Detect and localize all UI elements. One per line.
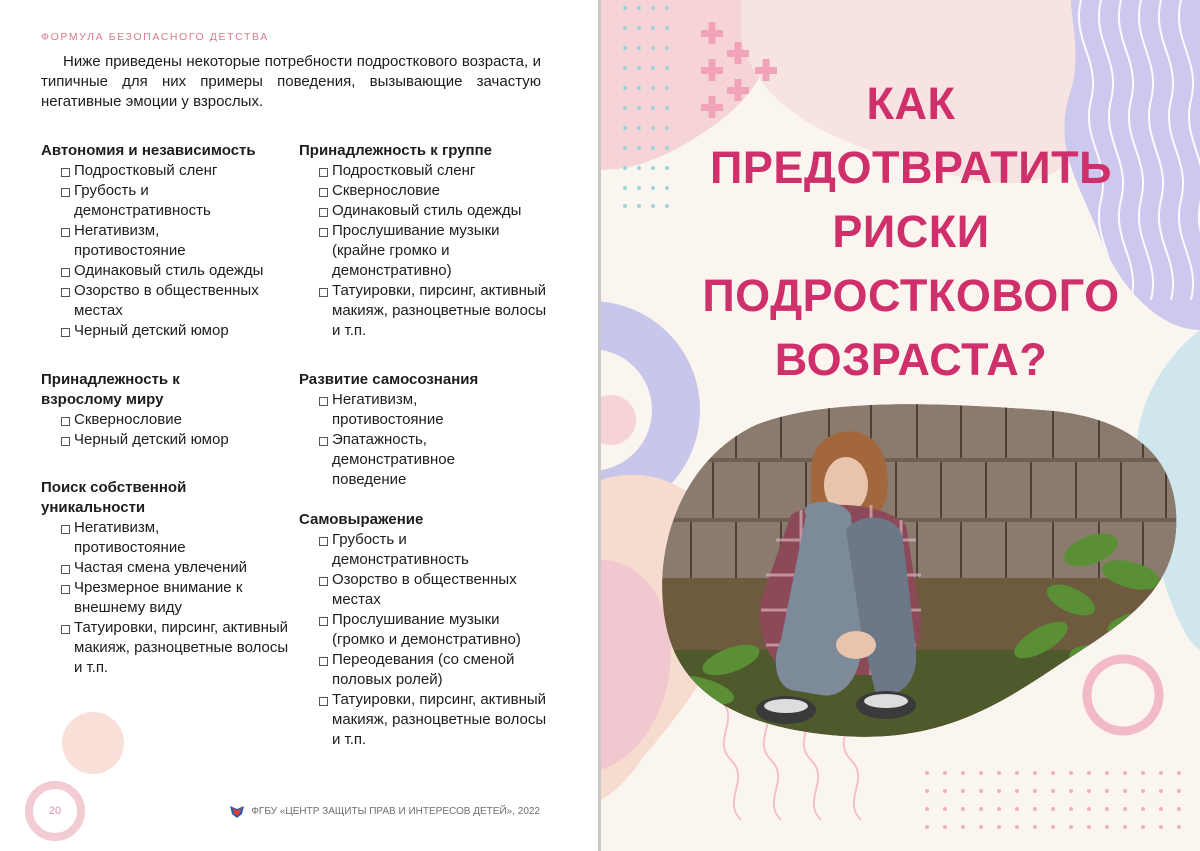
list-item: Озорство в общественных местах xyxy=(299,570,549,610)
section-self-awareness xyxy=(299,370,559,490)
list-item: Негативизм, противостояние xyxy=(41,518,241,558)
left-page xyxy=(0,0,598,851)
footer-text: ФГБУ «ЦЕНТР ЗАЩИТЫ ПРАВ И ИНТЕРЕСОВ ДЕТЕЙ», 2022 xyxy=(251,805,540,817)
title-line: ПРЕДОТВРАТИТЬ xyxy=(710,142,1112,193)
list-item: Подростковый сленг xyxy=(299,161,559,181)
list-item: Подростковый сленг xyxy=(41,161,291,181)
section-group xyxy=(299,141,559,341)
list-item: Татуировки, пирсинг, активный макияж, разноцветные волосы и т.п. xyxy=(299,281,549,341)
list-item: Эпатажность, демонстративное поведение xyxy=(299,430,479,490)
list-item: Грубость и демонстративность xyxy=(299,530,499,570)
list-item: Одинаковый стиль одежды xyxy=(41,261,291,281)
cover-title xyxy=(661,72,1161,392)
list-item: Переодевания (со сменой половых ролей) xyxy=(299,650,549,690)
section-title: Принадлежность к взрослому миру xyxy=(41,371,180,408)
section-adult-world xyxy=(41,370,229,450)
list-item: Татуировки, пирсинг, активный макияж, разноцветные волосы и т.п. xyxy=(299,690,549,750)
item-list xyxy=(299,161,559,341)
organization-logo-icon xyxy=(229,803,245,819)
intro-paragraph: Ниже приведены некоторые потребности подросткового возраста, и типичные для них примеры поведения, вызывающие зачастую негативные эмоции у взрослых. xyxy=(41,53,541,110)
section-title: Поиск собственной уникальности xyxy=(41,479,187,516)
section-autonomy xyxy=(41,141,291,341)
list-item: Черный детский юмор xyxy=(41,430,291,450)
list-item: Частая смена увлечений xyxy=(41,558,291,578)
teen-girl-photo xyxy=(661,400,1181,745)
section-title: Принадлежность к группе xyxy=(299,142,492,159)
title-line: РИСКИ xyxy=(832,206,990,257)
title-line: ПОДРОСТКОВОГО xyxy=(702,270,1120,321)
section-self-expression xyxy=(299,510,559,750)
section-title: Самовыражение xyxy=(299,511,424,528)
item-list xyxy=(299,530,559,750)
section-title: Развитие самосознания xyxy=(299,371,479,388)
list-item: Татуировки, пирсинг, активный макияж, разноцветные волосы и т.п. xyxy=(41,618,291,678)
right-page xyxy=(601,0,1200,851)
item-list xyxy=(299,390,559,490)
section-uniqueness xyxy=(41,478,291,678)
item-list xyxy=(41,518,291,678)
item-list xyxy=(41,410,291,450)
list-item: Сквернословие xyxy=(41,410,291,430)
list-item: Черный детский юмор xyxy=(41,321,291,341)
running-head: ФОРМУЛА БЕЗОПАСНОГО ДЕТСТВА xyxy=(41,31,269,43)
list-item: Негативизм, противостояние xyxy=(41,221,241,261)
list-item: Чрезмерное внимание к внешнему виду xyxy=(41,578,261,618)
footer xyxy=(229,803,540,819)
list-item: Сквернословие xyxy=(299,181,559,201)
title-line: КАК xyxy=(866,78,956,129)
list-item: Негативизм, противостояние xyxy=(299,390,499,430)
decorative-circle xyxy=(62,712,124,774)
list-item: Прослушивание музыки (громко и демонстративно) xyxy=(299,610,549,650)
section-title: Автономия и независимость xyxy=(41,142,256,159)
list-item: Прослушивание музыки (крайне громко и демонстративно) xyxy=(299,221,519,281)
list-item: Грубость и демонстративность xyxy=(41,181,241,221)
list-item: Озорство в общественных местах xyxy=(41,281,291,321)
list-item: Одинаковый стиль одежды xyxy=(299,201,559,221)
title-line: ВОЗРАСТА? xyxy=(774,334,1048,385)
item-list xyxy=(41,161,291,341)
page-number: 20 xyxy=(48,805,62,817)
